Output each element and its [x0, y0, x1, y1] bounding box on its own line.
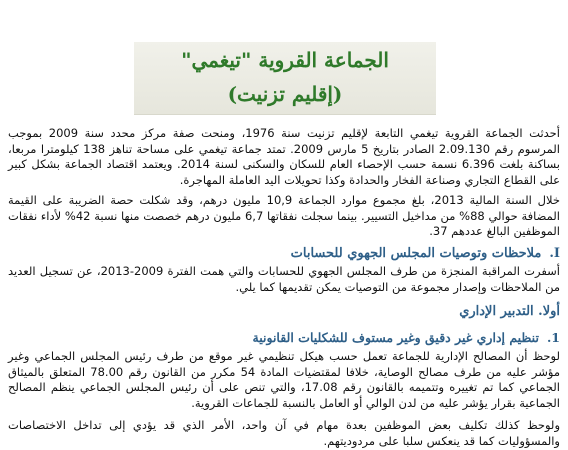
title-line-2: (إقليم تزنيت) [227, 82, 343, 106]
paragraph-text: لوحظ أن المصالح الإدارية للجماعة تعمل حسب هيكل تنظيمي غير موقع من طرف رئيس المجلس الجماعي وغير مؤشر عليه من طرف مصالح الوصاية، خلافا لمقتضيات المادة 54 مكرر من القانون رقم 78.00 المتعلق بالميثاق الجماعي كما تم تغييره وتتميمه بالقانون رقم 17.08، والتي تنص على أن رئيس المجلس الجماعي ينظم المصالح الجماعية بقرار يؤشر عليه من لدن الوالي أو العامل بالنسبة للجماعات القروية. [8, 349, 560, 410]
heading-text: أولا. التدبير الإداري [459, 304, 560, 319]
heading-text: تنظيم إداري غير دقيق وغير مستوف للشكليات القانونية [252, 330, 539, 345]
paragraph-control [8, 264, 560, 295]
paragraph-text: أسفرت المراقبة المنجزة من طرف المجلس الجهوي للحسابات والتي همت الفترة 2009-2013، عن تسجيل العديد من الملاحظات وإصدار مجموعة من التوصيات يمكن تقديمها كما يلي. [8, 264, 560, 294]
heading-number: 1. [546, 330, 560, 345]
heading-text: ملاحظات وتوصيات المجلس الجهوي للحسابات [290, 246, 542, 261]
paragraph-organization [8, 349, 560, 411]
heading-subsection [8, 304, 560, 319]
paragraph-text: خلال السنة المالية 2013، بلغ مجموع موارد الجماعة 10,9 مليون درهم، وقد شكلت حصة الضريبة على القيمة المضافة حوالي 88% من مداخيل التسيير. بينما سجلت نفقاتها 6,7 مليون درهم خصصت منها نسبة 42% لأداء نفقات الموظفين البالغ عددهم 37. [8, 193, 561, 238]
heading-number: I. [549, 246, 560, 261]
paragraph-staff [8, 418, 560, 449]
heading-point-1 [8, 330, 560, 345]
paragraph-intro [8, 126, 560, 188]
paragraph-text: أحدثت الجماعة القروية تيغمي التابعة لإقليم تزنيت سنة 1976، ومنحت صفة مركز محدد سنة 2009 بموجب المرسوم رقم 2.09.130 الصادر بتاريخ 5 مارس 2009. تمتد جماعة تيغمي على مساحة تناهز 138 كيلومترا مربعا، بساكنة بلغت 6.396 نسمة حسب الإحصاء العام للسكان والسكنى لسنة 2014. ويعتمد اقتصاد الجماعة بشكل كبير على القطاع التجاري وصناعة الفخار والحدادة وكذا تحويلات اليد العاملة المهاجرة. [8, 126, 561, 187]
paragraph-text: ولوحظ كذلك تكليف بعض الموظفين بعدة مهام في آن واحد، الأمر الذي قد يؤدي إلى تداخل الاختصاصات والمسؤوليات كما قد ينعكس سلبا على مردوديتهم. [8, 418, 560, 448]
title-box [134, 42, 436, 115]
title-line-1: الجماعة القروية "تيغمي" [181, 48, 389, 72]
heading-section-1 [8, 246, 560, 261]
paragraph-finances [8, 193, 560, 240]
